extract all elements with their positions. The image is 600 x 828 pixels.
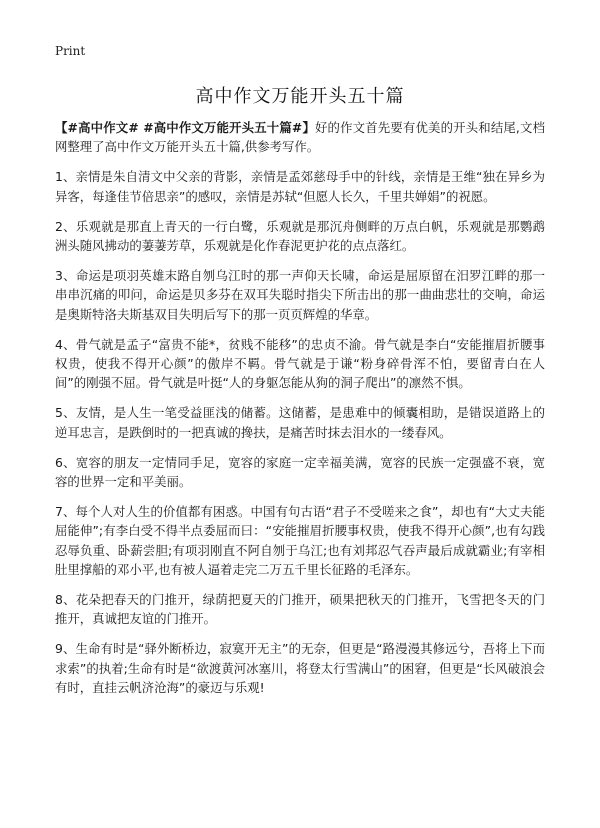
paragraph-9: 9、生命有时是“驿外断桥边，寂寞开无主”的无奈，但更是“路漫漫其修远兮，吾将上下而求索”的执着;生命有时是“欲渡黄河冰塞川，将登太行雪满山”的困窘，但更是“长风破浪会有时，直挂云帆济沧海”的豪迈与乐观! xyxy=(55,641,545,695)
paragraph-6: 6、宽容的朋友一定情同手足，宽容的家庭一定幸福美满，宽容的民族一定强盛不衰，宽容的世界一定和平美丽。 xyxy=(55,454,545,490)
paragraph-8: 8、花朵把春天的门推开，绿荫把夏天的门推开，硕果把秋天的门推开，飞雪把冬天的门推开，真诚把友谊的门推开。 xyxy=(55,592,545,627)
paragraph-7: 7、每个人对人生的价值都有困惑。中国有句古语“君子不受嗟来之食”，却也有“大丈夫能屈能伸”;有李白受不得半点委屈而曰：“安能摧眉折腰事权贵，使我不得开心颜”,也有勾践忍辱负重、卧薪尝胆;有项羽刚直不阿自刎于乌江;也有刘邦忍气吞声最后成就霸业;有宰相肚里撑船的邓小平,也有被人逼着走完二万五千里长征路的毛泽东。 xyxy=(55,504,545,577)
intro-text: 好的作文首先要有优美的开头和结尾,文档网整理了高中作文万能开头五十篇,供参考写作。 xyxy=(55,120,545,155)
paragraph-4: 4、骨气就是孟子“富贵不能*，贫贱不能移”的忠贞不渝。骨气就是李白“安能摧眉折腰事权贵，使我不得开心颜”的傲岸不羁。骨气就是于谦“粉身碎骨浑不怕，要留青白在人间”的刚强不屈。骨气就是叶挺“人的身躯怎能从狗的洞子爬出”的凛然不惧。 xyxy=(55,336,545,391)
article-body xyxy=(55,118,545,708)
intro-paragraph xyxy=(55,118,545,156)
page-title: 高中作文万能开头五十篇 xyxy=(195,86,405,107)
paragraph-1: 1、亲情是朱自清文中父亲的背影，亲情是孟郊慈母手中的针线，亲情是王维“独在异乡为异客，每逢佳节倍思亲”的感叹，亲情是苏轼“但愿人长久，千里共婵娟”的祝愿。 xyxy=(55,169,545,204)
paragraph-5: 5、友情，是人生一笔受益匪浅的储蓄。这储蓄，是患难中的倾囊相助，是错误道路上的逆耳忠言，是跌倒时的一把真诚的搀扶，是痛苦时抹去泪水的一缕春风。 xyxy=(55,405,545,440)
print-link[interactable]: Print xyxy=(55,44,86,58)
intro-tag: 【#高中作文# #高中作文万能开头五十篇#】 xyxy=(55,120,315,135)
paragraph-2: 2、乐观就是那直上青天的一行白鹭，乐观就是那沉舟侧畔的万点白帆，乐观就是那鹦鹉洲头随风拂动的萋萋芳草，乐观就是化作春泥更护花的点点落红。 xyxy=(55,218,545,254)
paragraph-3: 3、命运是项羽英雄末路自刎乌江时的那一声仰天长啸，命运是屈原留在汨罗江畔的那一串串沉痛的叩问，命运是贝多芬在双耳失聪时指尖下所击出的那一曲曲悲壮的交响，命运是奥斯特洛夫斯基双目失明后写下的那一页页辉煌的华章。 xyxy=(55,268,545,322)
